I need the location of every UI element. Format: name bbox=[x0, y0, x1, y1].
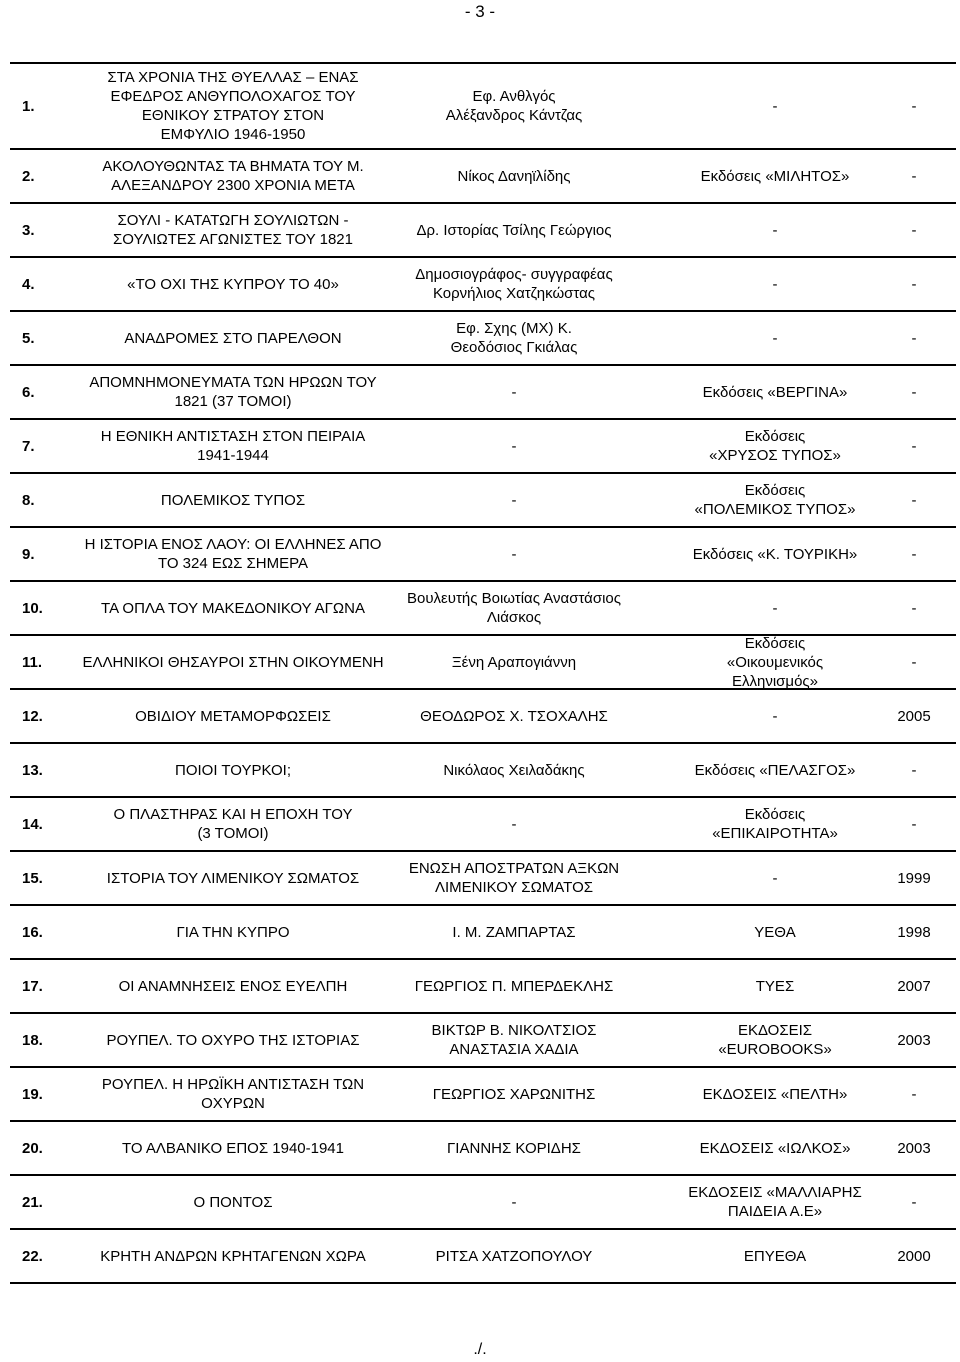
row-number: 18. bbox=[22, 1031, 43, 1049]
book-title: Ο ΠΟΝΤΟΣ bbox=[193, 1193, 273, 1211]
row-number: 3. bbox=[22, 221, 35, 239]
row-number: 15. bbox=[22, 869, 43, 887]
table-row bbox=[10, 148, 956, 202]
book-title: ΟΒΙΔΙΟΥ ΜΕΤΑΜΟΡΦΩΣΕΙΣ bbox=[135, 707, 331, 725]
book-title: ΣΟΥΛΙ - ΚΑΤΑΤΩΓΗ ΣΟΥΛΙΩΤΩΝ - ΣΟΥΛΙΩΤΕΣ ΑΓΩΝΙΣΤΕΣ ΤΟΥ 1821 bbox=[113, 212, 353, 248]
table-row bbox=[10, 904, 956, 958]
book-year: - bbox=[911, 167, 917, 185]
book-year: 2005 bbox=[897, 707, 931, 725]
table-row bbox=[10, 202, 956, 256]
book-title: ΣΤΑ ΧΡΟΝΙΑ ΤΗΣ ΘΥΕΛΛΑΣ – ΕΝΑΣ ΕΦΕΔΡΟΣ ΑΝΘΥΠΟΛΟΧΑΓΟΣ ΤΟΥ ΕΘΝΙΚΟΥ ΣΤΡΑΤΟΥ ΣΤΟΝ ΕΜΦΥΛΙΟ 1946-1950 bbox=[107, 69, 359, 143]
table-row bbox=[10, 62, 956, 148]
row-number: 22. bbox=[22, 1247, 43, 1265]
book-publisher: Εκδόσεις «ΒΕΡΓΙΝΑ» bbox=[702, 383, 848, 401]
row-number: 16. bbox=[22, 923, 43, 941]
book-year: 2003 bbox=[897, 1031, 931, 1049]
book-publisher: ΕΚΔΟΣΕΙΣ «ΠΕΛΤΗ» bbox=[702, 1085, 848, 1103]
book-author: Νικόλαος Χειλαδάκης bbox=[443, 761, 585, 779]
row-number: 8. bbox=[22, 491, 35, 509]
book-publisher: - bbox=[772, 599, 778, 617]
book-title: ΡΟΥΠΕΛ. Η ΗΡΩΪΚΗ ΑΝΤΙΣΤΑΣΗ ΤΩΝ ΟΧΥΡΩΝ bbox=[101, 1076, 365, 1112]
table-row bbox=[10, 634, 956, 688]
book-author: ΓΕΩΡΓΙΟΣ Π. ΜΠΕΡΔΕΚΛΗΣ bbox=[414, 977, 614, 995]
book-author: Εφ. Σχης (ΜΧ) Κ. Θεοδόσιος Γκιάλας bbox=[450, 320, 578, 356]
book-author: Εφ. Ανθλγός Αλέξανδρος Κάντζας bbox=[445, 88, 583, 124]
book-year: - bbox=[911, 97, 917, 115]
book-publisher: ΕΚΔΟΣΕΙΣ «ΙΩΛΚΟΣ» bbox=[699, 1139, 851, 1157]
book-publisher: - bbox=[772, 707, 778, 725]
row-number: 13. bbox=[22, 761, 43, 779]
book-author: Ξένη Αραπογιάννη bbox=[451, 653, 577, 671]
row-number: 11. bbox=[22, 653, 43, 671]
table-row bbox=[10, 958, 956, 1012]
row-number: 21. bbox=[22, 1193, 43, 1211]
book-author: Ι. Μ. ΖΑΜΠΑΡΤΑΣ bbox=[452, 923, 576, 941]
book-author: - bbox=[511, 383, 517, 401]
book-title: ΤΟ ΑΛΒΑΝΙΚΟ ΕΠΟΣ 1940-1941 bbox=[122, 1139, 344, 1157]
row-number: 10. bbox=[22, 599, 43, 617]
table-row bbox=[10, 1228, 956, 1284]
book-year: - bbox=[911, 1193, 917, 1211]
book-publisher: ΥΕΘΑ bbox=[754, 923, 796, 941]
table-row bbox=[10, 1012, 956, 1066]
book-publisher: Εκδόσεις «ΠΟΛΕΜΙΚΟΣ ΤΥΠΟΣ» bbox=[694, 482, 856, 518]
book-author: ΓΕΩΡΓΙΟΣ ΧΑΡΩΝΙΤΗΣ bbox=[432, 1085, 596, 1103]
book-year: 2000 bbox=[897, 1247, 931, 1265]
book-author: - bbox=[511, 437, 517, 455]
book-year: - bbox=[911, 1085, 917, 1103]
table-row bbox=[10, 850, 956, 904]
book-year: - bbox=[911, 599, 917, 617]
book-author: ΒΙΚΤΩΡ Β. ΝΙΚΟΛΤΣΙΟΣ ΑΝΑΣΤΑΣΙΑ ΧΑΔΙΑ bbox=[431, 1022, 597, 1058]
book-author: - bbox=[511, 1193, 517, 1211]
book-publisher: - bbox=[772, 97, 778, 115]
book-author: ΓΙΑΝΝΗΣ ΚΟΡΙΔΗΣ bbox=[447, 1139, 581, 1157]
book-publisher: Εκδόσεις «Κ. ΤΟΥΡΙΚΗ» bbox=[692, 545, 858, 563]
book-year: - bbox=[911, 383, 917, 401]
book-table bbox=[10, 62, 956, 1284]
book-year: 2003 bbox=[897, 1139, 931, 1157]
continuation-mark: ./. bbox=[473, 1341, 487, 1358]
book-author: - bbox=[511, 815, 517, 833]
book-publisher: - bbox=[772, 329, 778, 347]
book-year: - bbox=[911, 437, 917, 455]
book-publisher: Εκδόσεις «ΕΠΙΚΑΙΡΟΤΗΤΑ» bbox=[712, 806, 838, 842]
book-title: ΠΟΙΟΙ ΤΟΥΡΚΟΙ; bbox=[174, 761, 292, 779]
row-number: 1. bbox=[22, 97, 35, 115]
book-year: 1999 bbox=[897, 869, 931, 887]
book-title: ΙΣΤΟΡΙΑ ΤΟΥ ΛΙΜΕΝΙΚΟΥ ΣΩΜΑΤΟΣ bbox=[106, 869, 360, 887]
book-title: ΑΝΑΔΡΟΜΕΣ ΣΤΟ ΠΑΡΕΛΘΟΝ bbox=[124, 329, 342, 347]
row-number: 4. bbox=[22, 275, 35, 293]
book-year: - bbox=[911, 653, 917, 671]
row-number: 20. bbox=[22, 1139, 43, 1157]
book-publisher: - bbox=[772, 869, 778, 887]
book-author: Δημοσιογράφος- συγγραφέας Κορνήλιος Χατζηκώστας bbox=[415, 266, 613, 302]
book-title: «ΤΟ ΟΧΙ ΤΗΣ ΚΥΠΡΟΥ ΤΟ 40» bbox=[127, 275, 339, 293]
book-title: ΟΙ ΑΝΑΜΝΗΣΕΙΣ ΕΝΟΣ ΕΥΕΛΠΗ bbox=[118, 977, 348, 995]
row-number: 17. bbox=[22, 977, 43, 995]
book-publisher: Εκδόσεις «ΧΡΥΣΟΣ ΤΥΠΟΣ» bbox=[709, 428, 841, 464]
book-publisher: Εκδόσεις «Οικουμενικός Ελληνισμός» bbox=[726, 634, 824, 690]
table-row bbox=[10, 580, 956, 634]
table-row bbox=[10, 256, 956, 310]
book-title: Ο ΠΛΑΣΤΗΡΑΣ ΚΑΙ Η ΕΠΟΧΗ ΤΟΥ (3 ΤΟΜΟΙ) bbox=[113, 806, 353, 842]
row-number: 2. bbox=[22, 167, 35, 185]
book-title: ΡΟΥΠΕΛ. ΤΟ ΟΧΥΡΟ ΤΗΣ ΙΣΤΟΡΙΑΣ bbox=[106, 1031, 360, 1049]
book-author: - bbox=[511, 545, 517, 563]
book-title: ΑΚΟΛΟΥΘΩΝΤΑΣ ΤΑ ΒΗΜΑΤΑ ΤΟΥ Μ. ΑΛΕΞΑΝΔΡΟΥ 2300 ΧΡΟΝΙΑ ΜΕΤΑ bbox=[102, 158, 364, 194]
table-row bbox=[10, 364, 956, 418]
row-number: 7. bbox=[22, 437, 35, 455]
book-title: Η ΕΘΝΙΚΗ ΑΝΤΙΣΤΑΣΗ ΣΤΟΝ ΠΕΙΡΑΙΑ 1941-1944 bbox=[100, 428, 366, 464]
book-author: Βουλευτής Βοιωτίας Αναστάσιος Λιάσκος bbox=[407, 590, 621, 626]
book-author: ΕΝΩΣΗ ΑΠΟΣΤΡΑΤΩΝ ΑΞΚΩΝ ΛΙΜΕΝΙΚΟΥ ΣΩΜΑΤΟΣ bbox=[408, 860, 620, 896]
page-number: - 3 - bbox=[464, 2, 496, 21]
book-year: - bbox=[911, 275, 917, 293]
book-year: - bbox=[911, 329, 917, 347]
table-row bbox=[10, 418, 956, 472]
book-publisher: Εκδόσεις «ΜΙΛΗΤΟΣ» bbox=[700, 167, 850, 185]
book-year: 1998 bbox=[897, 923, 931, 941]
book-year: - bbox=[911, 221, 917, 239]
book-publisher: ΕΚΔΟΣΕΙΣ «ΜΑΛΛΙΑΡΗΣ ΠΑΙΔΕΙΑ Α.Ε» bbox=[688, 1184, 862, 1220]
row-number: 19. bbox=[22, 1085, 43, 1103]
book-author: Δρ. Ιστορίας Τσίλης Γεώργιος bbox=[416, 221, 612, 239]
book-author: Νίκος Δανηϊλίδης bbox=[457, 167, 571, 185]
row-number: 12. bbox=[22, 707, 43, 725]
table-row bbox=[10, 1174, 956, 1228]
table-row bbox=[10, 796, 956, 850]
table-row bbox=[10, 526, 956, 580]
book-author: ΘΕΟΔΩΡΟΣ Χ. ΤΣΟΧΑΛΗΣ bbox=[420, 707, 608, 725]
row-number: 9. bbox=[22, 545, 35, 563]
book-publisher: - bbox=[772, 275, 778, 293]
row-number: 6. bbox=[22, 383, 35, 401]
book-publisher: ΤΥΕΣ bbox=[755, 977, 795, 995]
table-row bbox=[10, 310, 956, 364]
book-publisher: - bbox=[772, 221, 778, 239]
book-title: ΓΙΑ ΤΗΝ ΚΥΠΡΟ bbox=[176, 923, 290, 941]
table-row bbox=[10, 1066, 956, 1120]
table-row bbox=[10, 472, 956, 526]
book-author: ΡΙΤΣΑ ΧΑΤΖΟΠΟΥΛΟΥ bbox=[435, 1247, 593, 1265]
book-year: - bbox=[911, 545, 917, 563]
book-year: - bbox=[911, 491, 917, 509]
book-publisher: ΕΚΔΟΣΕΙΣ «EUROBOOKS» bbox=[718, 1022, 832, 1058]
book-title: ΤΑ ΟΠΛΑ ΤΟΥ ΜΑΚΕΔΟΝΙΚΟΥ ΑΓΩΝΑ bbox=[101, 599, 365, 617]
table-row bbox=[10, 742, 956, 796]
book-title: ΚΡΗΤΗ ΑΝΔΡΩΝ ΚΡΗΤΑΓΕΝΩΝ ΧΩΡΑ bbox=[100, 1247, 366, 1265]
book-title: ΑΠΟΜΝΗΜΟΝΕΥΜΑΤΑ ΤΩΝ ΗΡΩΩΝ ΤΟΥ 1821 (37 ΤΟΜΟΙ) bbox=[89, 374, 377, 410]
row-number: 14. bbox=[22, 815, 43, 833]
book-title: ΠΟΛΕΜΙΚΟΣ ΤΥΠΟΣ bbox=[160, 491, 306, 509]
book-year: - bbox=[911, 761, 917, 779]
book-year: 2007 bbox=[897, 977, 931, 995]
book-title: ΕΛΛΗΝΙΚΟΙ ΘΗΣΑΥΡΟΙ ΣΤΗΝ ΟΙΚΟΥΜΕΝΗ bbox=[82, 653, 384, 671]
table-row bbox=[10, 688, 956, 742]
book-year: - bbox=[911, 815, 917, 833]
row-number: 5. bbox=[22, 329, 35, 347]
book-publisher: Εκδόσεις «ΠΕΛΑΣΓΟΣ» bbox=[694, 761, 856, 779]
table-row bbox=[10, 1120, 956, 1174]
book-publisher: ΕΠΥΕΘΑ bbox=[743, 1247, 807, 1265]
book-title: Η ΙΣΤΟΡΙΑ ΕΝΟΣ ΛΑΟΥ: ΟΙ ΕΛΛΗΝΕΣ ΑΠΟ ΤΟ 324 ΕΩΣ ΣΗΜΕΡΑ bbox=[84, 536, 382, 572]
book-author: - bbox=[511, 491, 517, 509]
